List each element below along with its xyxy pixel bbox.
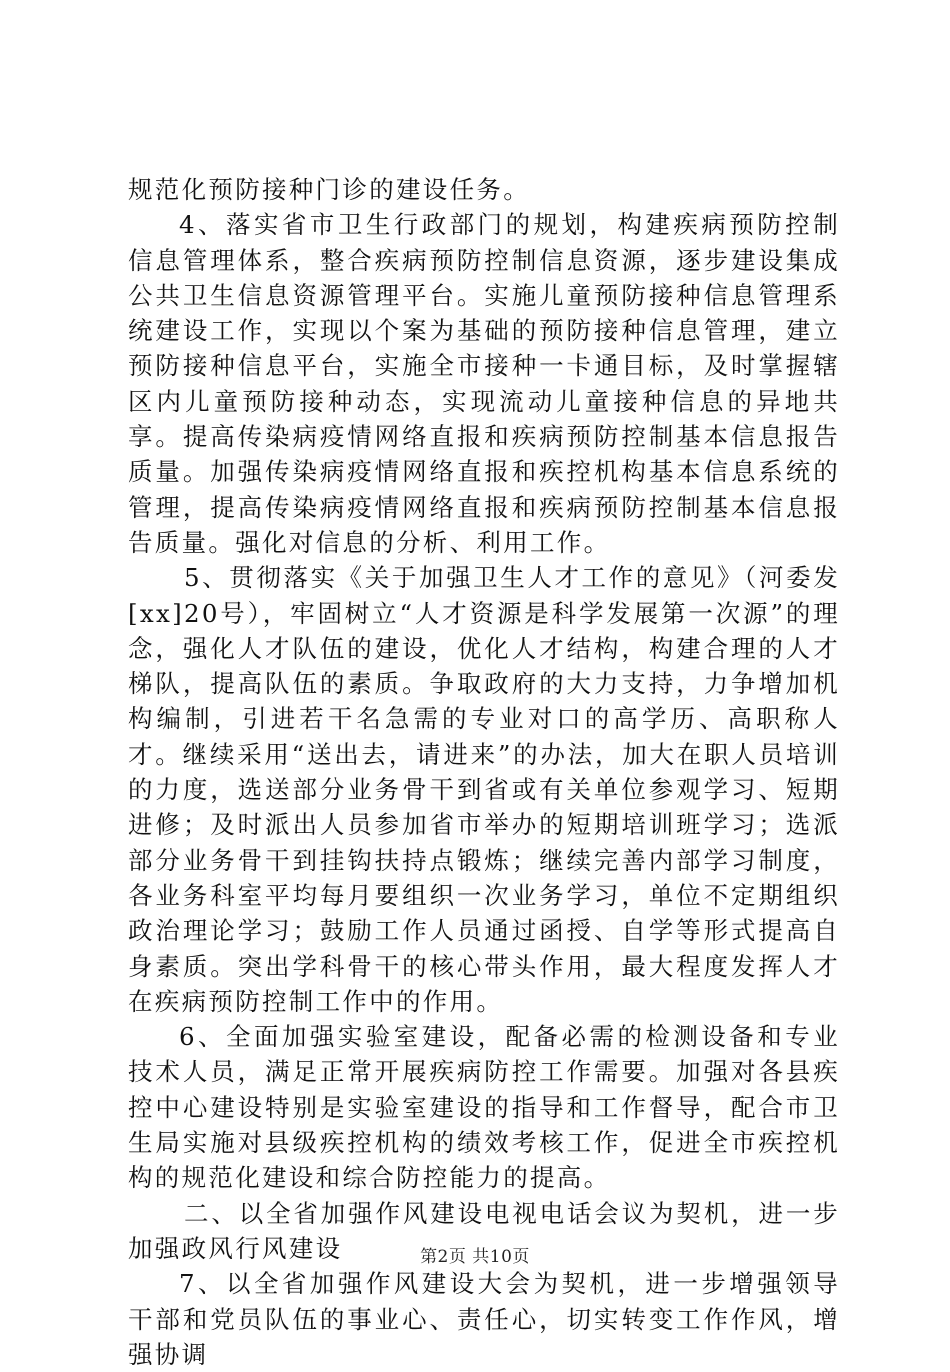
page-footer: 第2页 共10页 (420, 1247, 530, 1267)
paragraph-continuation: 规范化预防接种门诊的建设任务。 (128, 175, 530, 204)
document-body (128, 172, 840, 1372)
paragraph-item-7: 7、以全省加强作风建设大会为契机，进一步增强领导干部和党员队伍的事业心、责任心，切实转变工作作风，增强协调 (128, 1269, 840, 1369)
section-heading-two: 二、以全省加强作风建设电视电话会议为契机，进一步加强政风行风建设 (128, 1198, 840, 1263)
paragraph-item-4: 4、落实省市卫生行政部门的规划，构建疾病预防控制信息管理体系，整合疾病预防控制信息资源，逐步建设集成公共卫生信息资源管理平台。实施儿童预防接种信息管理系统建设工作，实现以个案为基础的预防接种信息管理，建立预防接种信息平台，实施全市接种一卡通目标，及时掌握辖区内儿童预防接种动态，实现流动儿童接种信息的异地共享。提高传染病疫情网络直报和疾病预防控制基本信息报告质量。加强传染病疫情网络直报和疾控机构基本信息系统的管理，提高传染病疫情网络直报和疾病预防控制基本信息报告质量。强化对信息的分析、利用工作。 (128, 210, 840, 557)
paragraph-item-6: 6、全面加强实验室建设，配备必需的检测设备和专业技术人员，满足正常开展疾病防控工作需要。加强对各县疾控中心建设特别是实验室建设的指导和工作督导，配合市卫生局实施对县级疾控机构的绩效考核工作，促进全市疾控机构的规范化建设和综合防控能力的提高。 (128, 1022, 840, 1193)
paragraph-item-5: 5、贯彻落实《关于加强卫生人才工作的意见》（河委发[xx]20号），牢固树立“人才资源是科学发展第一次源”的理念，强化人才队伍的建设，优化人才结构，构建合理的人才梯队，提高队伍的素质。争取政府的大力支持，力争增加机构编制，引进若干名急需的专业对口的高学历、高职称人才。继续采用“送出去，请进来”的办法，加大在职人员培训的力度，选送部分业务骨干到省或有关单位参观学习、短期进修；及时派出人员参加省市举办的短期培训班学习；选派部分业务骨干到挂钩扶持点锻炼；继续完善内部学习制度，各业务科室平均每月要组织一次业务学习，单位不定期组织政治理论学习；鼓励工作人员通过函授、自学等形式提高自身素质。突出学科骨干的核心带头作用，最大程度发挥人才在疾病预防控制工作中的作用。 (128, 563, 840, 1016)
